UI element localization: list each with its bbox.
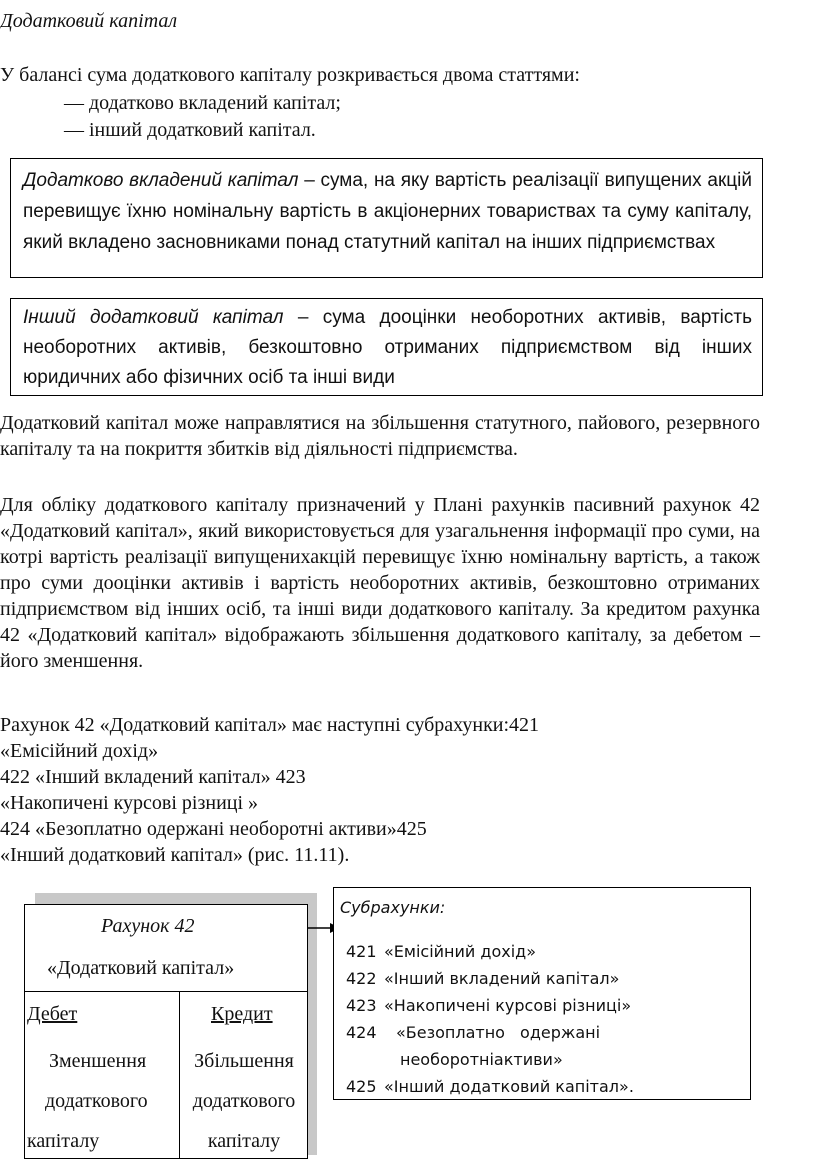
account-card <box>24 904 308 1159</box>
subaccounts-heading: Субрахунки: <box>340 898 446 917</box>
list-item <box>346 965 746 992</box>
subaccount-label: «Інший вкладений капітал» <box>384 969 620 988</box>
subaccount-code: 424 <box>346 1023 377 1042</box>
credit-line: додаткового <box>192 1090 296 1112</box>
definition-1-term: Додатково вкладений капітал <box>23 170 299 191</box>
subaccount-line: «Накопичені курсові різниці » <box>0 792 259 814</box>
subaccount-line: «Емісійний дохід» <box>0 740 159 762</box>
definition-2-text <box>23 303 752 393</box>
subaccount-code: 421 <box>346 942 377 961</box>
subaccount-line: Рахунок 42 «Додатковий капітал» має наступні субрахунки:421 <box>0 714 540 736</box>
definition-1-text <box>23 165 752 258</box>
debit-line: додаткового <box>45 1090 148 1112</box>
list-item <box>346 992 746 1019</box>
account-card-name: «Додатковий капітал» <box>47 957 235 979</box>
subaccount-code: 422 <box>346 969 377 988</box>
list-item <box>346 1019 746 1046</box>
section-title: Додатковий капітал <box>0 10 178 32</box>
subaccount-code: 425 <box>346 1077 377 1096</box>
subaccount-line: «Інший додатковий капітал» (рис. 11.11). <box>0 844 350 866</box>
subaccount-line: 424 «Безоплатно одержані необоротні активи»425 <box>0 818 427 840</box>
subaccounts-box <box>333 887 751 1100</box>
subaccount-label: «Накопичені курсові різниці» <box>384 996 632 1015</box>
definition-2-term: Інший додатковий капітал <box>23 307 284 328</box>
debit-description <box>25 1041 179 1161</box>
account-card-divider <box>25 991 307 992</box>
definition-2-body: – сума дооцінки необоротних активів, вартість необоротних активів, безкоштовно отриманих підприємством від інших юридичних або фізичних осіб та інші види <box>23 307 753 388</box>
subaccounts-paragraph <box>0 712 800 868</box>
credit-line: капіталу <box>207 1130 281 1152</box>
subaccount-label: «Безоплатно одержані <box>396 1023 601 1042</box>
intro-text: У балансі сума додаткового капіталу розкривається двома статтями: <box>0 64 580 86</box>
definition-box-1 <box>10 158 763 278</box>
list-item <box>346 1073 746 1100</box>
list-item <box>346 1046 746 1073</box>
debit-label: Дебет <box>27 1003 78 1025</box>
definition-box-2 <box>10 298 763 396</box>
credit-line: Збільшення <box>194 1050 294 1072</box>
bullet-1: — додатково вкладений капітал; <box>64 92 341 114</box>
paragraph-1: Додатковий капітал може направлятися на збільшення статутного, пайового, резервного капіталу та на покриття збитків від діяльності підприємства. <box>0 412 760 460</box>
subaccount-label: «Інший додатковий капітал». <box>384 1077 634 1096</box>
account-card-vertical-divider <box>179 991 180 1159</box>
list-item <box>346 938 746 965</box>
debit-line: капіталу <box>27 1130 100 1152</box>
subaccount-code: 423 <box>346 996 377 1015</box>
credit-label: Кредит <box>211 1003 273 1025</box>
subaccounts-list <box>346 938 746 1100</box>
subaccount-label: «Емісійний дохід» <box>384 942 537 961</box>
subaccount-line: 422 «Інший вкладений капітал» 423 <box>0 766 306 788</box>
subaccount-label: необоротніактиви» <box>400 1050 563 1069</box>
account-card-title: Рахунок 42 <box>101 915 195 937</box>
paragraph-2: Для обліку додаткового капіталу призначений у Плані рахунків пасивний рахунок 42 «Додатковий капітал», який використовується для узагальнення інформації про суми, на котрі вартість реалізації випущенихакцій перевищує їхню номінальну вартість, а також про суми дооцінки активів і вартість необоротних активів, безкоштовно отриманих підприємством від інших осіб, та інші види додаткового капіталу. За кредитом рахунка 42 «Додатковий капітал» відображають збільшення додаткового капіталу, за дебетом – його зменшення. <box>0 494 760 672</box>
debit-line: Зменшення <box>49 1050 147 1072</box>
bullet-2: — інший додатковий капітал. <box>64 119 316 141</box>
definition-1-body: – сума, на яку вартість реалізації випущених акцій перевищує їхню номінальну вартість в акціонерних товариствах та суму капіталу, який вкладено засновниками понад статутний капітал на інших підприємствах <box>23 170 752 253</box>
credit-description <box>181 1041 307 1161</box>
